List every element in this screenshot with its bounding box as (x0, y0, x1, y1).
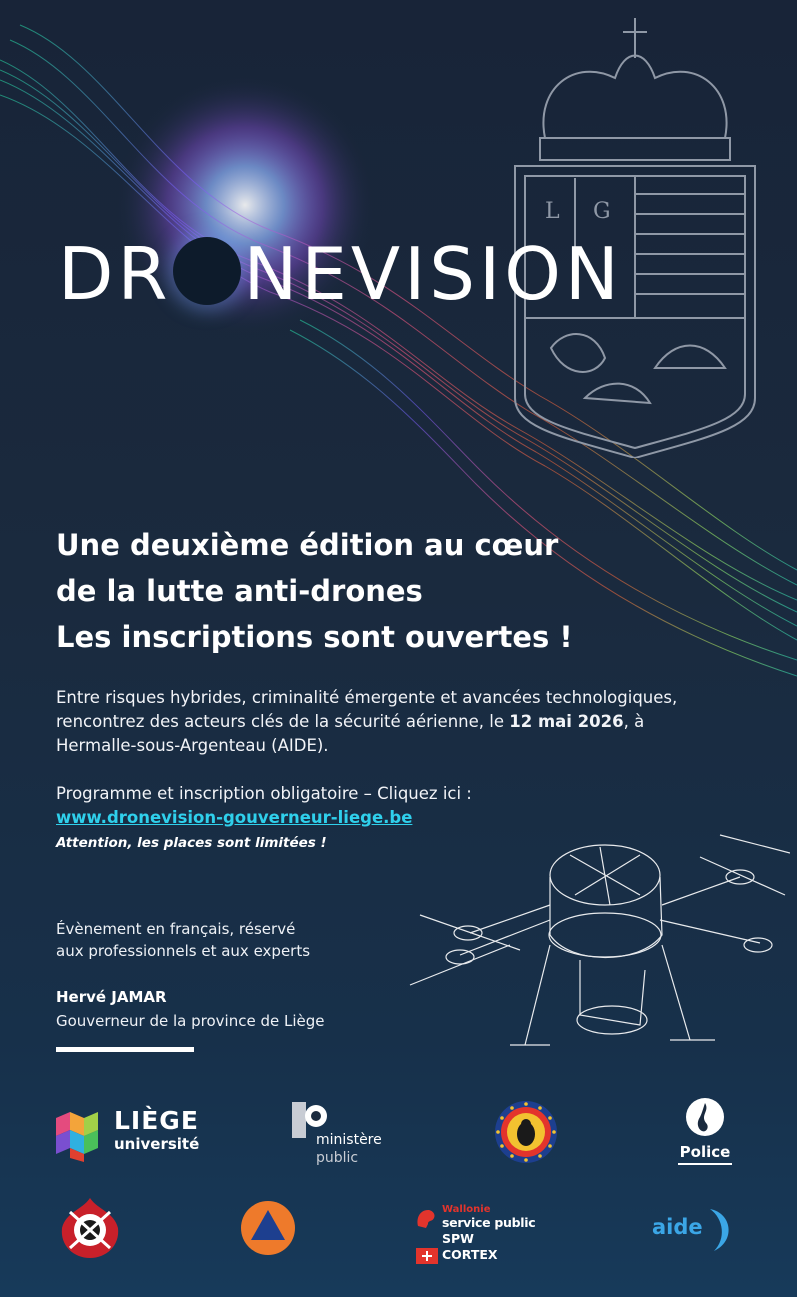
aide-label: aide (652, 1215, 703, 1239)
event-note (56, 918, 310, 962)
headline-line-1: Une deuxième édition au cœur (56, 528, 559, 562)
program-text: Programme et inscription obligatoire – Cliquez ici : (56, 784, 472, 803)
federal-police-emblem-icon (494, 1100, 558, 1164)
crest-letter-l: L (545, 199, 560, 224)
title-suffix: NEVISION (243, 232, 623, 316)
event-date: 12 mai 2026 (509, 712, 624, 731)
uliege-name: LIÈGE (114, 1106, 199, 1135)
cortex-flag-icon (416, 1248, 438, 1264)
event-note-line-2: aux professionnels et aux experts (56, 942, 311, 960)
uliege-subtitle: université (114, 1135, 200, 1153)
event-title (58, 232, 623, 316)
aide-logo (648, 1205, 738, 1255)
civil-protection-icon (240, 1200, 296, 1256)
spw-service: service public (442, 1215, 536, 1230)
intro-part-2: , à Hermalle-sous-Argenteau (AIDE). (56, 712, 645, 755)
wallonie-rooster-icon (414, 1206, 438, 1230)
police-flame-icon (676, 1097, 734, 1141)
title-o-disc-icon (173, 237, 241, 305)
registration-link[interactable]: www.dronevision-gouverneur-liege.be (56, 808, 413, 827)
title-prefix: DR (58, 232, 172, 316)
signature-role: Gouverneur de la province de Liège (56, 1012, 325, 1030)
divider-bar (56, 1047, 194, 1052)
crest-letter-g: G (593, 199, 611, 224)
headline-line-3: Les inscriptions sont ouvertes ! (56, 620, 573, 654)
police-logo (676, 1097, 734, 1169)
uliege-logo (56, 1106, 206, 1164)
ministere-public-line-1: ministère (316, 1132, 382, 1148)
event-note-line-1: Évènement en français, réservé (56, 920, 296, 938)
headline-line-2: de la lutte anti-drones (56, 574, 423, 608)
ministere-public-line-2: public (316, 1150, 359, 1166)
signature-name: Hervé JAMAR (56, 988, 167, 1006)
police-underline (678, 1163, 732, 1165)
spw-acronym: SPW (442, 1231, 474, 1246)
spw-cortex: CORTEX (442, 1247, 498, 1262)
uliege-mark-icon (56, 1108, 106, 1162)
intro-part-1: Entre risques hybrides, criminalité émergente et avancées technologiques, rencontrez des acteurs clés de la sécurité aérienne, le (56, 688, 678, 731)
headline (56, 522, 573, 660)
drone-wireframe-illustration (400, 795, 790, 1065)
fire-brigade-emblem-icon (58, 1196, 122, 1260)
limited-places-warning: Attention, les places sont limitées ! (56, 835, 327, 851)
intro-paragraph (56, 686, 696, 758)
spw-cortex-logo (414, 1204, 554, 1266)
police-label: Police (679, 1143, 731, 1161)
ministere-public-logo (292, 1098, 402, 1172)
spw-region: Wallonie (442, 1204, 491, 1215)
